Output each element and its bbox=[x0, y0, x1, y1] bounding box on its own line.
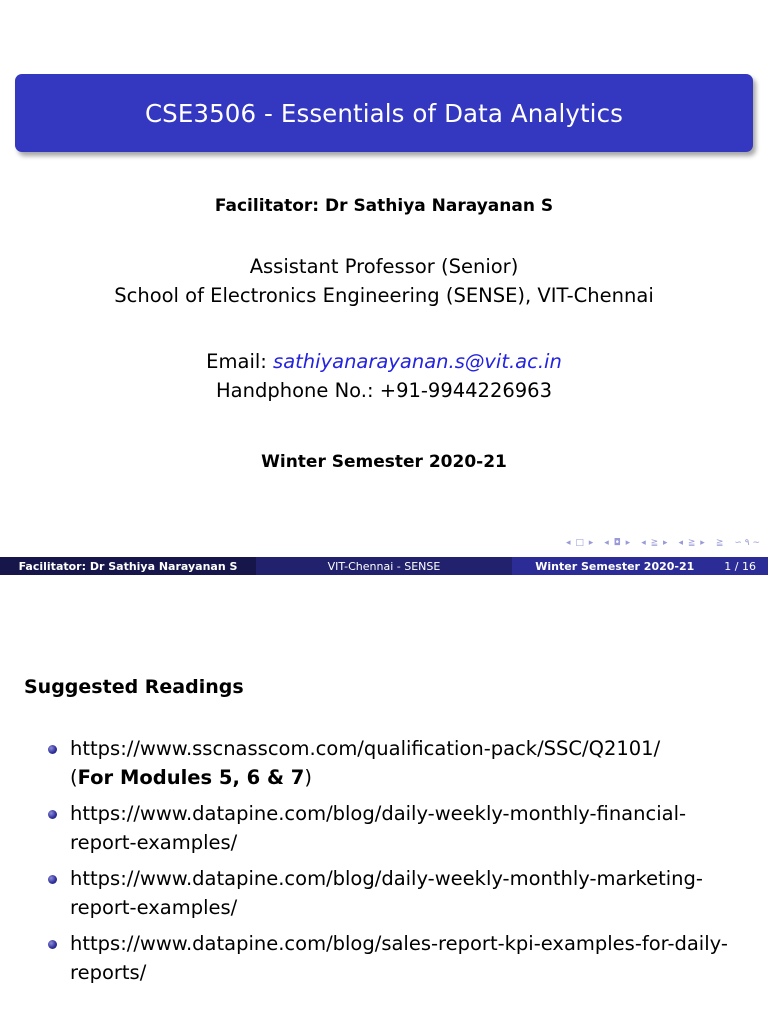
bullet-icon bbox=[48, 875, 57, 884]
reading-note: For Modules 5, 6 & 7 bbox=[77, 766, 305, 789]
list-item bbox=[48, 929, 748, 987]
footer-date: Winter Semester 2020-21 bbox=[535, 559, 695, 573]
list-item bbox=[48, 734, 748, 792]
bullet-icon bbox=[48, 810, 57, 819]
reading-link[interactable]: https://www.datapine.com/blog/daily-weekly-monthly-marketing-report-examples/ bbox=[70, 867, 703, 919]
contact-info bbox=[0, 347, 768, 405]
position-title: Assistant Professor (Senior) bbox=[249, 255, 519, 278]
facilitator-name: Facilitator: Dr Sathiya Narayanan S bbox=[214, 196, 554, 216]
beamer-navigation bbox=[566, 538, 760, 548]
readings-list bbox=[48, 734, 748, 994]
nav-align-icon[interactable]: ≧ bbox=[715, 538, 725, 548]
reading-note-close: ) bbox=[304, 766, 312, 789]
footer-page-number: 1 / 16 bbox=[724, 559, 756, 573]
list-item bbox=[48, 864, 748, 922]
email-label: Email: bbox=[206, 350, 267, 373]
bullet-icon bbox=[48, 745, 57, 754]
phone-number: Handphone No.: +91-9944226963 bbox=[216, 379, 552, 402]
list-item bbox=[48, 799, 748, 857]
readings-slide bbox=[0, 576, 768, 1024]
email-link[interactable]: sathiyanarayanan.s@vit.ac.in bbox=[273, 350, 562, 373]
reading-link[interactable]: https://www.sscnasscom.com/qualification-pack/SSC/Q2101/ bbox=[70, 737, 661, 760]
reading-link[interactable]: https://www.datapine.com/blog/daily-weekly-monthly-financial-report-examples/ bbox=[70, 802, 687, 854]
reading-link[interactable]: https://www.datapine.com/blog/sales-report-kpi-examples-for-daily-reports/ bbox=[70, 932, 728, 984]
title-banner bbox=[15, 74, 753, 152]
footer-date-page bbox=[512, 557, 768, 575]
nav-search-icon[interactable]: ∽ ۹ ∼ bbox=[734, 538, 760, 548]
footer-institute: VIT-Chennai - SENSE bbox=[256, 557, 512, 575]
affiliation bbox=[0, 252, 768, 310]
bullet-icon bbox=[48, 940, 57, 949]
nav-subsection-icon[interactable]: ◂ ◘ ▸ bbox=[604, 538, 632, 548]
nav-part-icon[interactable]: ◂ ≧ ▸ bbox=[678, 538, 706, 548]
slide-title: CSE3506 - Essentials of Data Analytics bbox=[144, 98, 624, 128]
school-name: School of Electronics Engineering (SENSE), VIT-Chennai bbox=[114, 284, 654, 307]
footer-author: Facilitator: Dr Sathiya Narayanan S bbox=[0, 557, 256, 575]
footline bbox=[0, 557, 768, 575]
section-heading: Suggested Readings bbox=[24, 676, 244, 698]
semester-label: Winter Semester 2020-21 bbox=[261, 452, 507, 472]
reading-note-open: ( bbox=[70, 766, 78, 789]
nav-frame-icon[interactable]: ◂ □ ▸ bbox=[566, 538, 595, 548]
email-row bbox=[0, 347, 768, 376]
nav-section-icon[interactable]: ◂ ≧ ▸ bbox=[641, 538, 669, 548]
